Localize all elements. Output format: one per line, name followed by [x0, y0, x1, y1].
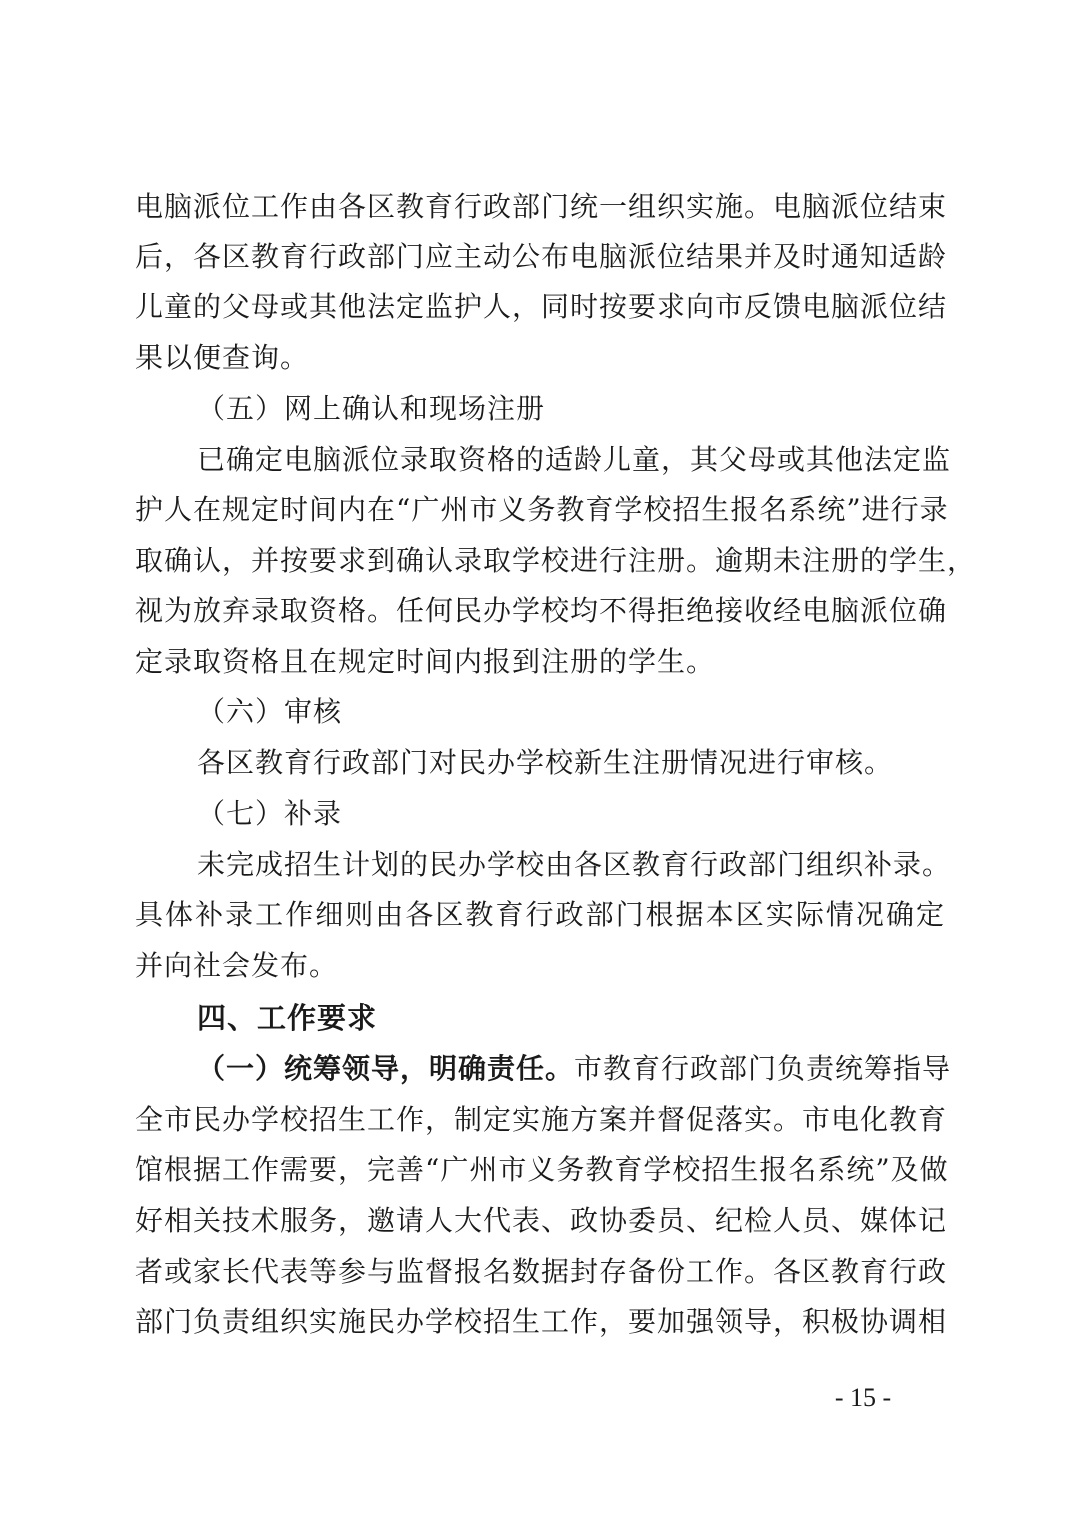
- section-heading-work-requirements: 四、工作要求: [197, 1001, 378, 1035]
- page-number: - 15 -: [834, 1383, 892, 1412]
- body-text-line: 具体补录工作细则由各区教育行政部门根据本区实际情况确定: [135, 898, 945, 931]
- body-text-line: 好相关技术服务，邀请人大代表、政协委员、纪检人员、媒体记: [135, 1204, 948, 1237]
- body-text-line: 儿童的父母或其他法定监护人，同时按要求向市反馈电脑派位结: [135, 290, 948, 323]
- body-text-line: 各区教育行政部门对民办学校新生注册情况进行审核。: [197, 746, 894, 779]
- body-text-line: 已确定电脑派位录取资格的适龄儿童，其父母或其他法定监: [197, 443, 952, 476]
- body-text-line: 定录取资格且在规定时间内报到注册的学生。: [135, 645, 716, 678]
- body-text-line: 馆根据工作需要，完善“广州市义务教育学校招生报名系统”及做: [135, 1153, 949, 1186]
- body-text-line: 电脑派位工作由各区教育行政部门统一组织实施。电脑派位结束: [135, 190, 948, 223]
- subsection-heading-7: （七）补录: [197, 797, 343, 830]
- body-text-line: 部门负责组织实施民办学校招生工作，要加强领导，积极协调相: [135, 1305, 948, 1338]
- paragraph-lead-line: [197, 1049, 952, 1089]
- paragraph-lead-rest: 市教育行政部门负责统筹指导: [574, 1052, 952, 1085]
- subsection-heading-6: （六）审核: [197, 695, 343, 728]
- subsection-heading-5: （五）网上确认和现场注册: [197, 392, 546, 425]
- body-text-line: 全市民办学校招生工作，制定实施方案并督促落实。市电化教育: [135, 1103, 948, 1136]
- body-text-line: 后，各区教育行政部门应主动公布电脑派位结果并及时通知适龄: [135, 240, 948, 273]
- paragraph-lead-bold: （一）统筹领导，明确责任。: [197, 1052, 575, 1085]
- body-text-line: 者或家长代表等参与监督报名数据封存备份工作。各区教育行政: [135, 1255, 948, 1288]
- body-text-line: 果以便查询。: [135, 341, 310, 374]
- body-text-line: 并向社会发布。: [135, 949, 339, 982]
- body-text-line: 未完成招生计划的民办学校由各区教育行政部门组织补录。: [197, 848, 952, 881]
- body-text-line: 视为放弃录取资格。任何民办学校均不得拒绝接收经电脑派位确: [135, 594, 948, 627]
- body-text-line: 护人在规定时间内在“广州市义务教育学校招生报名系统”进行录: [135, 493, 949, 526]
- body-text-line: 取确认，并按要求到确认录取学校进行注册。逾期未注册的学生，: [135, 544, 977, 577]
